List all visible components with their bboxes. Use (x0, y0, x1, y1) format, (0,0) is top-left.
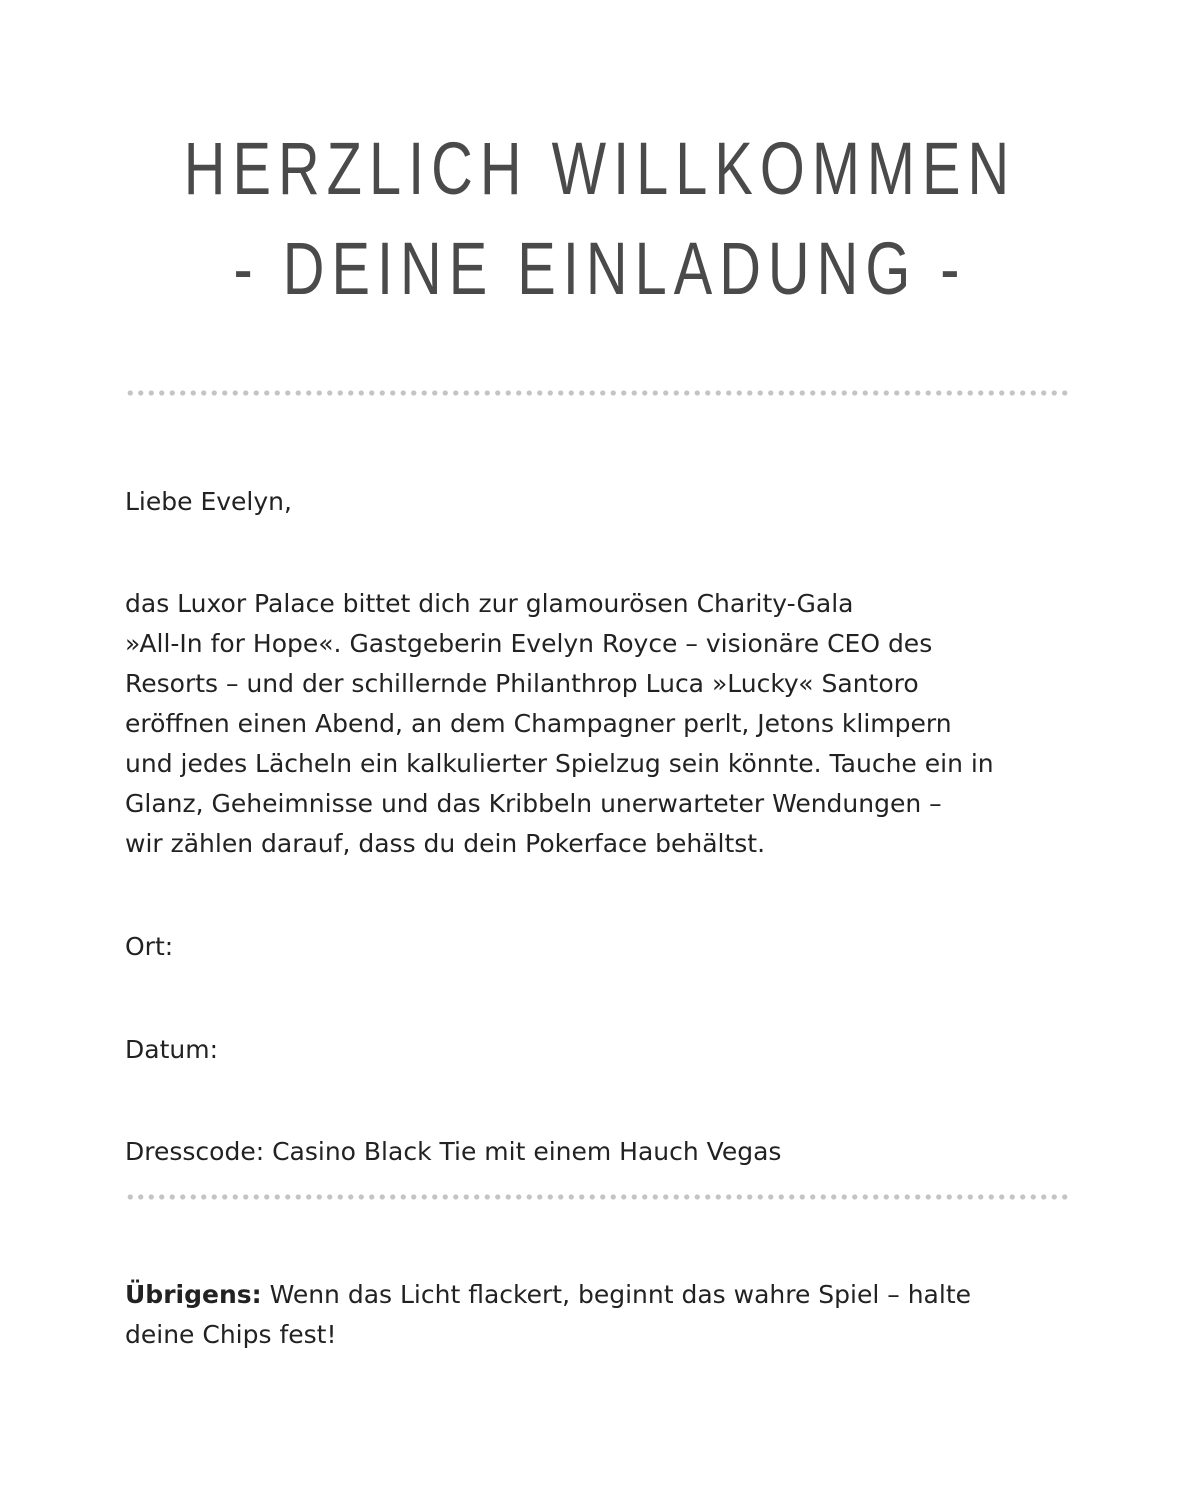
body-line: »All-In for Hope«. Gastgeberin Evelyn Royce – visionäre CEO des (125, 629, 933, 658)
dresscode-line: Dresscode: Casino Black Tie mit einem Hauch Vegas (125, 1137, 782, 1166)
postscript (125, 1275, 1085, 1355)
date-label: Datum: (125, 1035, 218, 1064)
greeting: Liebe Evelyn, (125, 487, 292, 516)
body-line: eröffnen einen Abend, an dem Champagner perlt, Jetons klimpern (125, 709, 952, 738)
body-line: das Luxor Palace bittet dich zur glamourösen Charity-Gala (125, 589, 854, 618)
dotted-divider-bottom (125, 1194, 1070, 1200)
invitation-body (125, 584, 1085, 864)
postscript-line-1 (125, 1275, 1085, 1315)
dotted-divider-top (125, 390, 1070, 396)
location-label: Ort: (125, 932, 174, 961)
body-line: Resorts – und der schillernde Philanthrop Luca »Lucky« Santoro (125, 669, 919, 698)
title-line-2: - DEINE EINLADUNG - (233, 227, 967, 310)
postscript-label: Übrigens: (125, 1280, 262, 1309)
body-line: wir zählen darauf, dass du dein Pokerface behältst. (125, 829, 766, 858)
postscript-text-1: Wenn das Licht flackert, beginnt das wahre Spiel – halte (261, 1280, 971, 1309)
title-line-1: HERZLICH WILLKOMMEN (183, 127, 1017, 210)
body-line: Glanz, Geheimnisse und das Kribbeln unerwarteter Wendungen – (125, 789, 942, 818)
body-line: und jedes Lächeln ein kalkulierter Spielzug sein könnte. Tauche ein in (125, 749, 994, 778)
postscript-text-2: deine Chips fest! (125, 1320, 337, 1349)
